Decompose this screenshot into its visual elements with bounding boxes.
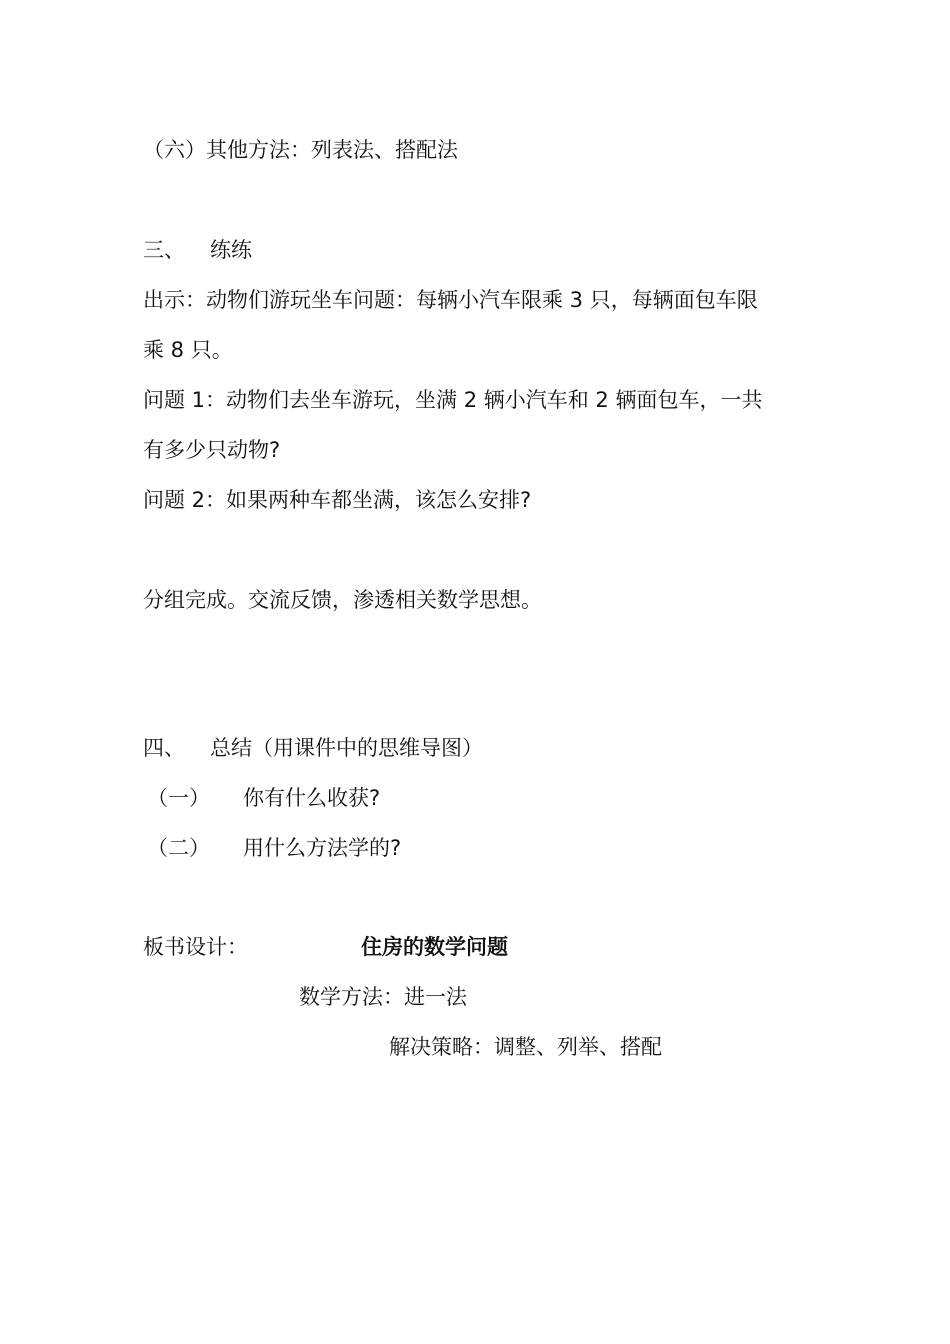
method-6-line: （六）其他方法：列表法、搭配法 [143,138,458,162]
section-3-number: 三、 [143,238,185,262]
summary-item-1-number: （一） [147,786,210,810]
board-solution-strategy: 解决策略：调整、列举、搭配 [389,1035,662,1059]
section-3-title: 练练 [210,238,252,262]
board-design-title: 住房的数学问题 [361,935,508,959]
section-4-title: 总结（用课件中的思维导图） [210,736,483,760]
board-math-method: 数学方法：进一法 [299,985,467,1009]
summary-item-2-text: 用什么方法学的? [243,836,402,860]
exercise-intro-line-2: 乘 8 只。 [143,338,233,362]
exercise-intro-line-1: 出示：动物们游玩坐车问题：每辆小汽车限乘 3 只，每辆面包车限 [143,288,758,312]
board-design-label: 板书设计： [143,935,248,959]
question-1-line-1: 问题 1：动物们去坐车游玩，坐满 2 辆小汽车和 2 辆面包车，一共 [143,388,763,412]
question-1-line-2: 有多少只动物? [143,438,281,462]
summary-item-1-text: 你有什么收获? [243,786,381,810]
question-2: 问题 2：如果两种车都坐满，该怎么安排? [143,488,532,512]
group-work-line: 分组完成。交流反馈，渗透相关数学思想。 [143,588,542,612]
section-4-number: 四、 [143,736,185,760]
summary-item-2-number: （二） [147,836,210,860]
